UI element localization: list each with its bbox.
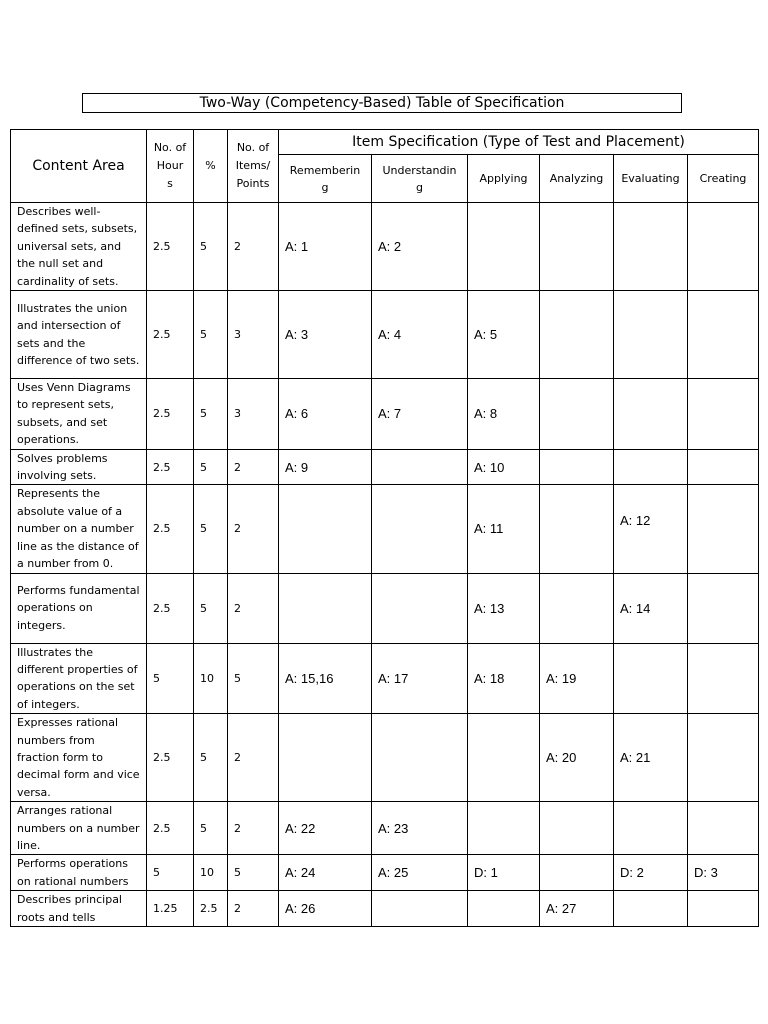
placement-cell-understanding: A: 7 bbox=[372, 379, 468, 450]
percent-cell: 5 bbox=[194, 485, 228, 573]
items-cell: 2 bbox=[228, 203, 279, 291]
placement-cell-remembering: A: 22 bbox=[279, 802, 372, 855]
placement-cell-creating bbox=[688, 802, 759, 855]
placement-cell-applying bbox=[468, 802, 540, 855]
table-row bbox=[11, 485, 759, 573]
placement-cell-applying: A: 5 bbox=[468, 291, 540, 379]
placement-cell-understanding bbox=[372, 573, 468, 643]
placement-cell-remembering: A: 3 bbox=[279, 291, 372, 379]
hours-cell: 2.5 bbox=[147, 379, 194, 450]
placement-cell-creating bbox=[688, 714, 759, 802]
placement-cell-evaluating bbox=[614, 291, 688, 379]
placement-cell-creating bbox=[688, 573, 759, 643]
placement-cell-understanding: A: 2 bbox=[372, 203, 468, 291]
table-row bbox=[11, 643, 759, 714]
header-level-analyzing: Analyzing bbox=[540, 155, 614, 203]
percent-cell: 10 bbox=[194, 643, 228, 714]
hours-cell: 5 bbox=[147, 855, 194, 891]
percent-cell: 5 bbox=[194, 573, 228, 643]
content-area-cell: Solves problems involving sets. bbox=[11, 449, 147, 485]
items-cell: 2 bbox=[228, 485, 279, 573]
placement-cell-remembering: A: 15,16 bbox=[279, 643, 372, 714]
placement-cell-creating bbox=[688, 891, 759, 927]
percent-cell: 5 bbox=[194, 802, 228, 855]
placement-cell-understanding bbox=[372, 891, 468, 927]
hours-cell: 2.5 bbox=[147, 802, 194, 855]
placement-cell-evaluating bbox=[614, 203, 688, 291]
placement-cell-evaluating bbox=[614, 802, 688, 855]
items-cell: 3 bbox=[228, 379, 279, 450]
content-area-cell: Represents the absolute value of a number on a number line as the distance of a number from 0. bbox=[11, 485, 147, 573]
header-items: No. of Items/ Points bbox=[228, 130, 279, 203]
items-cell: 5 bbox=[228, 643, 279, 714]
header-level-understanding: Understandin g bbox=[372, 155, 468, 203]
placement-cell-remembering: A: 26 bbox=[279, 891, 372, 927]
table-row bbox=[11, 291, 759, 379]
items-cell: 2 bbox=[228, 891, 279, 927]
placement-cell-applying: A: 18 bbox=[468, 643, 540, 714]
items-cell: 2 bbox=[228, 573, 279, 643]
items-cell: 2 bbox=[228, 802, 279, 855]
placement-cell-remembering bbox=[279, 714, 372, 802]
hours-cell: 2.5 bbox=[147, 449, 194, 485]
table-row bbox=[11, 891, 759, 927]
placement-cell-analyzing bbox=[540, 485, 614, 573]
table-row bbox=[11, 203, 759, 291]
table-of-specification bbox=[10, 129, 759, 927]
placement-cell-remembering bbox=[279, 573, 372, 643]
placement-cell-creating bbox=[688, 379, 759, 450]
placement-cell-understanding: A: 4 bbox=[372, 291, 468, 379]
table-row bbox=[11, 855, 759, 891]
table-row bbox=[11, 714, 759, 802]
placement-cell-evaluating bbox=[614, 449, 688, 485]
content-area-cell: Performs fundamental operations on integers. bbox=[11, 573, 147, 643]
placement-cell-analyzing bbox=[540, 203, 614, 291]
placement-cell-evaluating: D: 2 bbox=[614, 855, 688, 891]
placement-cell-applying bbox=[468, 714, 540, 802]
placement-cell-applying: A: 10 bbox=[468, 449, 540, 485]
hours-cell: 2.5 bbox=[147, 714, 194, 802]
items-cell: 5 bbox=[228, 855, 279, 891]
placement-cell-understanding: A: 25 bbox=[372, 855, 468, 891]
percent-cell: 10 bbox=[194, 855, 228, 891]
percent-cell: 5 bbox=[194, 714, 228, 802]
percent-cell: 2.5 bbox=[194, 891, 228, 927]
header-level-creating: Creating bbox=[688, 155, 759, 203]
table-row bbox=[11, 379, 759, 450]
items-cell: 2 bbox=[228, 714, 279, 802]
placement-cell-understanding: A: 23 bbox=[372, 802, 468, 855]
placement-cell-applying: D: 1 bbox=[468, 855, 540, 891]
placement-cell-understanding bbox=[372, 714, 468, 802]
placement-cell-understanding: A: 17 bbox=[372, 643, 468, 714]
hours-cell: 2.5 bbox=[147, 291, 194, 379]
content-area-cell: Illustrates the union and intersection of sets and the difference of two sets. bbox=[11, 291, 147, 379]
placement-cell-creating bbox=[688, 203, 759, 291]
placement-cell-analyzing: A: 20 bbox=[540, 714, 614, 802]
percent-cell: 5 bbox=[194, 291, 228, 379]
placement-cell-evaluating: A: 21 bbox=[614, 714, 688, 802]
header-item-specification: Item Specification (Type of Test and Placement) bbox=[279, 130, 759, 155]
table-row bbox=[11, 573, 759, 643]
header-level-remembering: Rememberin g bbox=[279, 155, 372, 203]
header-row-1 bbox=[11, 130, 759, 155]
placement-cell-remembering: A: 6 bbox=[279, 379, 372, 450]
placement-cell-analyzing bbox=[540, 573, 614, 643]
placement-cell-applying bbox=[468, 891, 540, 927]
header-level-evaluating: Evaluating bbox=[614, 155, 688, 203]
placement-cell-evaluating bbox=[614, 643, 688, 714]
placement-cell-evaluating bbox=[614, 891, 688, 927]
table-row bbox=[11, 449, 759, 485]
hours-cell: 2.5 bbox=[147, 485, 194, 573]
placement-cell-analyzing bbox=[540, 379, 614, 450]
hours-cell: 5 bbox=[147, 643, 194, 714]
hours-cell: 2.5 bbox=[147, 203, 194, 291]
items-cell: 3 bbox=[228, 291, 279, 379]
placement-cell-evaluating: A: 14 bbox=[614, 573, 688, 643]
placement-cell-creating: D: 3 bbox=[688, 855, 759, 891]
table-body bbox=[11, 203, 759, 927]
placement-cell-analyzing: A: 27 bbox=[540, 891, 614, 927]
placement-cell-analyzing bbox=[540, 802, 614, 855]
placement-cell-creating bbox=[688, 449, 759, 485]
placement-cell-remembering bbox=[279, 485, 372, 573]
placement-cell-creating bbox=[688, 485, 759, 573]
placement-cell-applying bbox=[468, 203, 540, 291]
placement-cell-analyzing bbox=[540, 291, 614, 379]
percent-cell: 5 bbox=[194, 449, 228, 485]
content-area-cell: Uses Venn Diagrams to represent sets, subsets, and set operations. bbox=[11, 379, 147, 450]
placement-cell-applying: A: 13 bbox=[468, 573, 540, 643]
placement-cell-remembering: A: 24 bbox=[279, 855, 372, 891]
content-area-cell: Expresses rational numbers from fraction form to decimal form and vice versa. bbox=[11, 714, 147, 802]
content-area-cell: Arranges rational numbers on a number line. bbox=[11, 802, 147, 855]
placement-cell-applying: A: 11 bbox=[468, 485, 540, 573]
hours-cell: 2.5 bbox=[147, 573, 194, 643]
placement-cell-applying: A: 8 bbox=[468, 379, 540, 450]
content-area-cell: Describes principal roots and tells bbox=[11, 891, 147, 927]
content-area-cell: Performs operations on rational numbers bbox=[11, 855, 147, 891]
header-hours: No. of Hour s bbox=[147, 130, 194, 203]
placement-cell-remembering: A: 1 bbox=[279, 203, 372, 291]
hours-cell: 1.25 bbox=[147, 891, 194, 927]
table-row bbox=[11, 802, 759, 855]
content-area-cell: Describes well-defined sets, subsets, universal sets, and the null set and cardinality of sets. bbox=[11, 203, 147, 291]
content-area-cell: Illustrates the different properties of operations on the set of integers. bbox=[11, 643, 147, 714]
placement-cell-understanding bbox=[372, 485, 468, 573]
placement-cell-analyzing: A: 19 bbox=[540, 643, 614, 714]
placement-cell-evaluating bbox=[614, 379, 688, 450]
placement-cell-evaluating: A: 12 bbox=[614, 485, 688, 573]
header-percent: % bbox=[194, 130, 228, 203]
placement-cell-analyzing bbox=[540, 449, 614, 485]
placement-cell-analyzing bbox=[540, 855, 614, 891]
percent-cell: 5 bbox=[194, 379, 228, 450]
header-content-area: Content Area bbox=[11, 130, 147, 203]
items-cell: 2 bbox=[228, 449, 279, 485]
placement-cell-creating bbox=[688, 643, 759, 714]
placement-cell-remembering: A: 9 bbox=[279, 449, 372, 485]
placement-cell-creating bbox=[688, 291, 759, 379]
header-level-applying: Applying bbox=[468, 155, 540, 203]
document-title: Two-Way (Competency-Based) Table of Specification bbox=[82, 93, 682, 113]
placement-cell-understanding bbox=[372, 449, 468, 485]
percent-cell: 5 bbox=[194, 203, 228, 291]
